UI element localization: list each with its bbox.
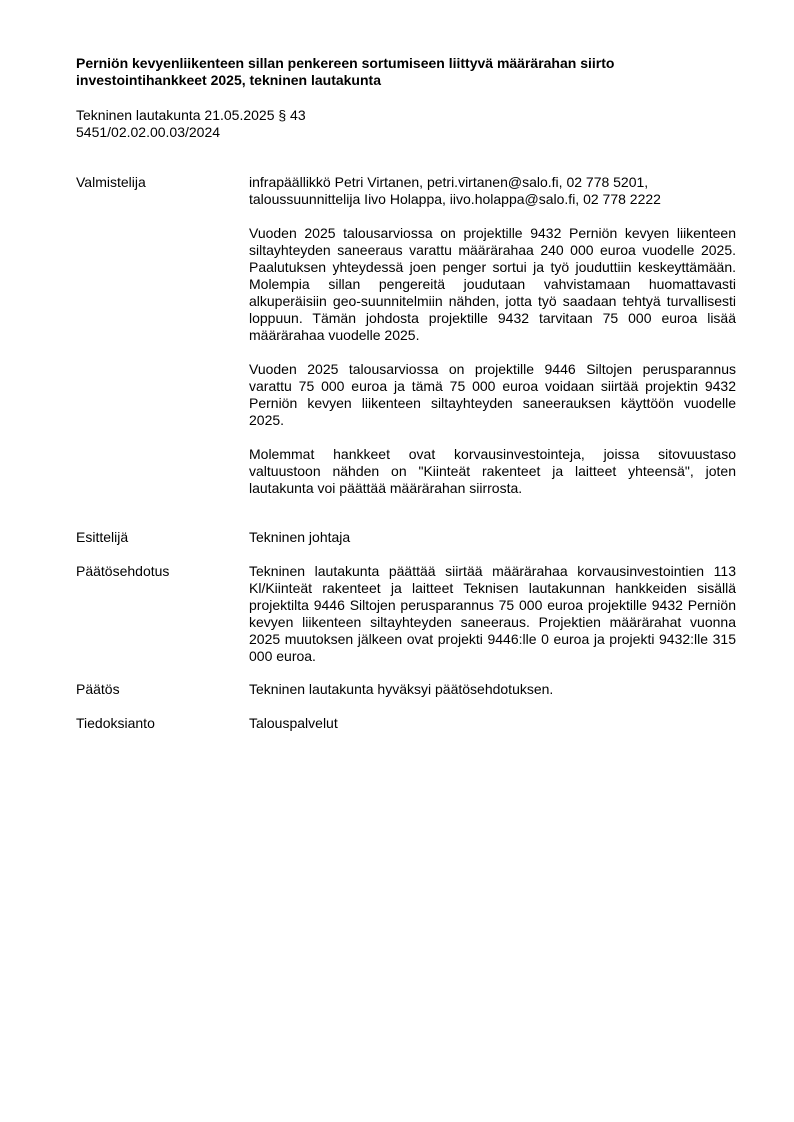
decision-proposal: Tekninen lautakunta päättää siirtää määrärahaa korvausinvestointien 113 Kl/Kiinteät rakenteet ja laitteet Teknisen lautakunnan hankkeiden sisällä projektilta 9446 Siltojen perusparannus 75 000 euroa projektille 9432 Perniön kevyen liikenteen siltayhteyden saneeraus. Projektien määrärahat vuonna 2025 muutoksen jälkeen ovat projekti 9446:lle 0 euroa ja projekti 9432:lle 315 000 euroa. bbox=[249, 563, 736, 664]
section-label-paatos: Päätös bbox=[76, 681, 120, 697]
section-label-paatosehdotus: Päätösehdotus bbox=[76, 563, 170, 579]
preparer-line-2: taloussuunnittelija Iivo Holappa, iivo.holappa@salo.fi, 02 778 2222 bbox=[249, 191, 661, 207]
section-content-valmistelija bbox=[249, 174, 736, 497]
section-label-valmistelija: Valmistelija bbox=[76, 174, 146, 190]
notification-value: Talouspalvelut bbox=[249, 715, 338, 731]
meeting-reference: Tekninen lautakunta 21.05.2025 § 43 bbox=[76, 107, 306, 123]
section-label-tiedoksianto: Tiedoksianto bbox=[76, 715, 155, 731]
presenter-value: Tekninen johtaja bbox=[249, 529, 351, 545]
section-content-paatosehdotus bbox=[249, 563, 736, 665]
meeting-meta bbox=[76, 107, 676, 141]
preparer-line-1: infrapäällikkö Petri Virtanen, petri.virtanen@salo.fi, 02 778 5201, bbox=[249, 174, 649, 190]
paragraph-budget-9432: Vuoden 2025 talousarviossa on projektille 9432 Perniön kevyen liikenteen siltayhteyden saneeraus varattu määrärahaa 240 000 euroa vuodelle 2025. Paalutuksen yhteydessä joen penger sortui ja työ jouduttiin keskeyttämään. Molempia sillan pengereitä joudutaan vahvistamaan huomattavasti alkuperäisiin geo-suunnitelmiin nähden, jotta työ saadaan tehtyä turvallisesti loppuun. Tämän johdosta projektille 9432 tarvitaan 75 000 euroa lisää määrärahaa vuodelle 2025. bbox=[249, 225, 736, 343]
paragraph-budget-9446: Vuoden 2025 talousarviossa on projektille 9446 Siltojen perusparannus varattu 75 000 euroa ja tämä 75 000 euroa voidaan siirtää projektin 9432 Perniön kevyen liikenteen siltayhteyden saneerauksen käyttöön vuodelle 2025. bbox=[249, 361, 736, 428]
section-content-tiedoksianto bbox=[249, 715, 736, 732]
section-content-paatos bbox=[249, 681, 736, 698]
record-id: 5451/02.02.00.03/2024 bbox=[76, 124, 221, 140]
paragraph-investment-level: Molemmat hankkeet ovat korvausinvestointeja, joissa sitovuustaso valtuustoon nähden on "Kiinteät rakenteet ja laitteet yhteensä", joten lautakunta voi päättää määrärahan siirrosta. bbox=[249, 446, 736, 496]
section-content-esittelija bbox=[249, 529, 736, 546]
section-label-esittelija: Esittelijä bbox=[76, 529, 129, 545]
document-title: Perniön kevyenliikenteen sillan penkereen sortumiseen liittyvä määrärahan siirto investointihankkeet 2025, tekninen lautakunta bbox=[76, 55, 615, 88]
decision-value: Tekninen lautakunta hyväksyi päätösehdotuksen. bbox=[249, 681, 554, 697]
